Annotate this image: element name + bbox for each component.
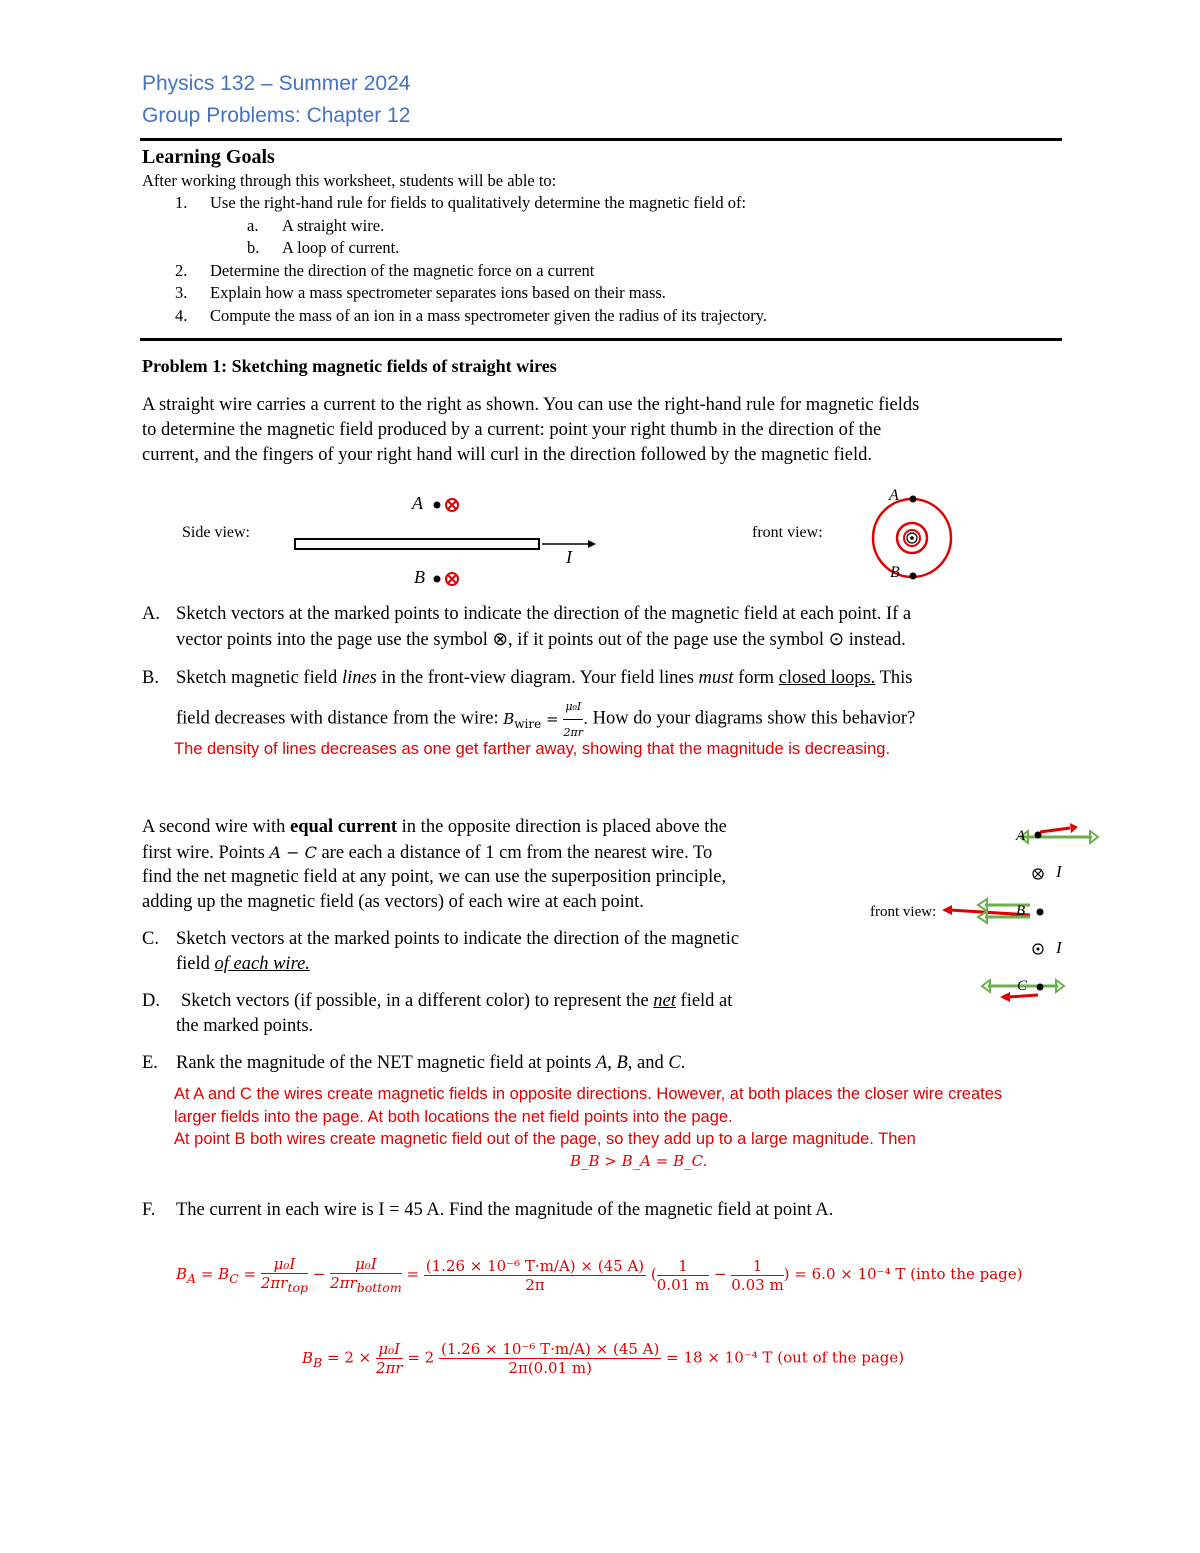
goal-2-num: 2. [175,261,188,280]
partE-ranking: B_B > B_A = B_C. [570,1152,708,1170]
front-label-a: A [889,487,899,504]
partB-line1e: form [738,668,775,688]
partA-line2b: , if it points out of the page use the symbol [508,630,825,650]
partC-line1: Sketch vectors at the marked points to indicate the direction of the magnetic [176,929,740,949]
b-wire-formula: $B_{wire}$ = $\frac{\text{μ₀I}}{2\pi r}$ . [503,710,588,728]
partB-lines-word: lines [341,668,377,688]
second-wire-line3: find the net magnetic field at any point, we can use the superposition principle, [142,867,727,887]
second-wire-line1 [142,815,727,840]
front-point-a-dot [910,496,917,503]
equation-2: $B_B = 2$ × $\frac{\text{μ₀I}}{2\pi r}$ = 2 $\frac{\text{(1.26 × 10⁻⁶ T·m/A) × (45 A)}}{2\pi(0.01 m)}$ = 18 × 10⁻⁴ T (out of the page) [302,1340,905,1377]
partE-question-line: Rank the magnitude of the NET magnetic field at points A, B, and C. [176,1053,686,1073]
partE-answer-line3: At point B both wires create magnetic field out of the page, so they add up to a large magnitude. Then [174,1130,916,1148]
partD-net-word: net [653,991,676,1011]
problem1-heading: Problem 1: Sketching magnetic fields of straight wires [142,356,557,376]
point-b-dot [434,576,441,583]
goals-intro: After working through this worksheet, students will be able to: [142,171,557,190]
partB-line1 [176,666,913,691]
current-arrowhead [588,540,596,548]
partE-answer-line2: larger fields into the page. At both locations the net field points into the page. [174,1107,733,1126]
partE-answer-line1: At A and C the wires create magnetic fields in opposite directions. However, at both places the closer wire creates [174,1085,1003,1103]
header-rule [140,138,1062,141]
partC-letter: C. [142,929,159,949]
second-wire-text-c: first wire. Points [142,843,265,863]
two-wire-point-a-dot [1035,832,1042,839]
partF-question-c: Find the magnitude of the magnetic field at point A. [448,1200,834,1220]
partB-line1c: in the front-view diagram. Your field lines [381,668,694,688]
front-view-diagram [865,490,960,585]
goal-1b-text: A loop of current. [282,238,400,257]
partB-must-word: must [698,668,734,688]
two-wire-label-i-upper: I [1056,862,1062,881]
partD-line2: the marked points. [176,1016,314,1036]
two-wire-label-a: A [1016,828,1026,844]
partD-line1c: field at [680,991,733,1011]
goal-4-text: Compute the mass of an ion in a mass spectrometer given the radius of its trajectory. [210,306,768,325]
side-label-current: I [566,547,572,567]
partB-letter: B. [142,668,159,688]
partE-point-b: B [616,1053,628,1073]
partA-line2c: instead. [848,630,906,650]
out-of-page-symbol-icon: ⊙ [828,630,845,650]
two-wire-point-b-dot [1037,909,1044,916]
goal-4-num: 4. [175,306,188,325]
partC-line2 [176,952,310,977]
front-view-label-2: front view: [870,904,937,920]
side-label-b: B [414,567,425,587]
red-arrow-c [1008,995,1038,997]
goal-1a-num: a. [247,216,259,235]
partF-question [176,1198,833,1223]
partA-line1: Sketch vectors at the marked points to indicate the direction of the magnetic field at each point. If a [176,604,912,624]
partD-line1 [181,989,732,1014]
goal-1b-num: b. [247,238,260,257]
eq1-result: = 6.0 × 10⁻⁴ T (into the page) [794,1265,1023,1283]
partB-line1a: Sketch magnetic field [176,668,338,688]
second-wire-text-d: are each a distance of 1 cm from the nearest wire. To [321,843,713,863]
wire-side-view [295,539,539,549]
partB-line2b: How do your diagrams show this behavior? [592,708,916,729]
goals-rule [140,338,1062,341]
partC-line2a: field [176,954,210,974]
goal-1a-text: A straight wire. [282,216,385,235]
worksheet-title: Group Problems: Chapter 12 [142,104,411,127]
partB-line2 [176,694,915,745]
point-a-dot [434,502,441,509]
partB-line2a: field decreases with distance from the wire: [176,708,499,729]
two-wire-label-c: C [1017,978,1028,994]
partD-line1a: Sketch vectors (if possible, in a different color) to represent the [181,991,649,1011]
two-wire-label-i-lower: I [1056,938,1062,957]
partE-point-a: A [595,1053,608,1073]
intro-line-3: current, and the fingers of your right hand will curl in the direction followed by the magnetic field. [142,445,873,465]
partF-question-a: The current in each wire is [176,1200,374,1220]
into-page-symbol-icon: ⊗ [492,630,509,650]
red-arrow-a [1040,828,1070,832]
partA-line2 [176,628,906,653]
partA-line2a: vector points into the page use the symbol [176,630,488,650]
points-range: A − C [269,843,317,862]
partB-line1g: This [879,668,913,688]
side-label-a: A [412,493,423,513]
goal-2-text: Determine the direction of the magnetic force on a current [210,261,595,280]
second-wire-line4: adding up the magnetic field (as vectors) of each wire at each point. [142,892,644,912]
partA-letter: A. [142,604,160,624]
course-title: Physics 132 – Summer 2024 [142,72,411,95]
partE-letter: E. [142,1053,158,1073]
front-point-b-dot [910,573,917,580]
second-wire-text-a: A second wire with [142,817,286,837]
front-label-b: B [890,564,900,581]
partF-question-b: I = 45 A. [378,1200,445,1220]
equation-1: $B_A = B_C$ = $\frac{\text{μ₀I}}{2\pi r_{top}}$ − $\frac{\text{μ₀I}}{2\pi r_{bottom}}$ = $\frac{\text{(1.26 × 10⁻⁶ T·m/A) × (45 A)}}{2\pi}$ ( $\frac{1}{0.01 m}$ − $\frac{1}{0.03 m}$ ) = 6.0 × 10⁻⁴ T (into the page) [176,1255,1023,1295]
goal-1-num: 1. [175,193,188,212]
side-view-label: Side view: [182,524,250,541]
partB-closed-loops: closed loops. [778,668,876,688]
intro-line-1: A straight wire carries a current to the right as shown. You can use the right-hand rule for magnetic fields [142,395,920,415]
partB-answer: The density of lines decreases as one get farther away, showing that the magnitude is decreasing. [174,740,891,758]
goal-3-text: Explain how a mass spectrometer separates ions based on their mass. [210,283,666,302]
intro-line-2: to determine the magnetic field produced by a current: point your right thumb in the direction of the [142,420,882,440]
partE-point-c: C [668,1053,681,1073]
goal-1-text: Use the right-hand rule for fields to qualitatively determine the magnetic field of: [210,193,747,212]
eq2-result: = 18 × 10⁻⁴ T (out of the page) [666,1348,905,1367]
goals-heading: Learning Goals [142,146,275,168]
front-view-label: front view: [752,524,823,541]
equal-current-bold: equal current [289,817,398,837]
partE-answer [174,1083,1002,1151]
two-wire-point-c-dot [1037,984,1044,991]
second-wire-text-b: in the opposite direction is placed above the [401,817,727,837]
partF-letter: F. [142,1200,156,1220]
side-view-diagram [280,485,620,590]
partC-each-wire: of each wire. [214,954,310,974]
second-wire-line2 [142,840,712,866]
partD-letter: D. [142,991,160,1011]
partE-question: Rank the magnitude of the NET magnetic field at points [176,1053,592,1073]
two-wire-label-b: B [1016,903,1026,919]
goal-3-num: 3. [175,283,188,302]
